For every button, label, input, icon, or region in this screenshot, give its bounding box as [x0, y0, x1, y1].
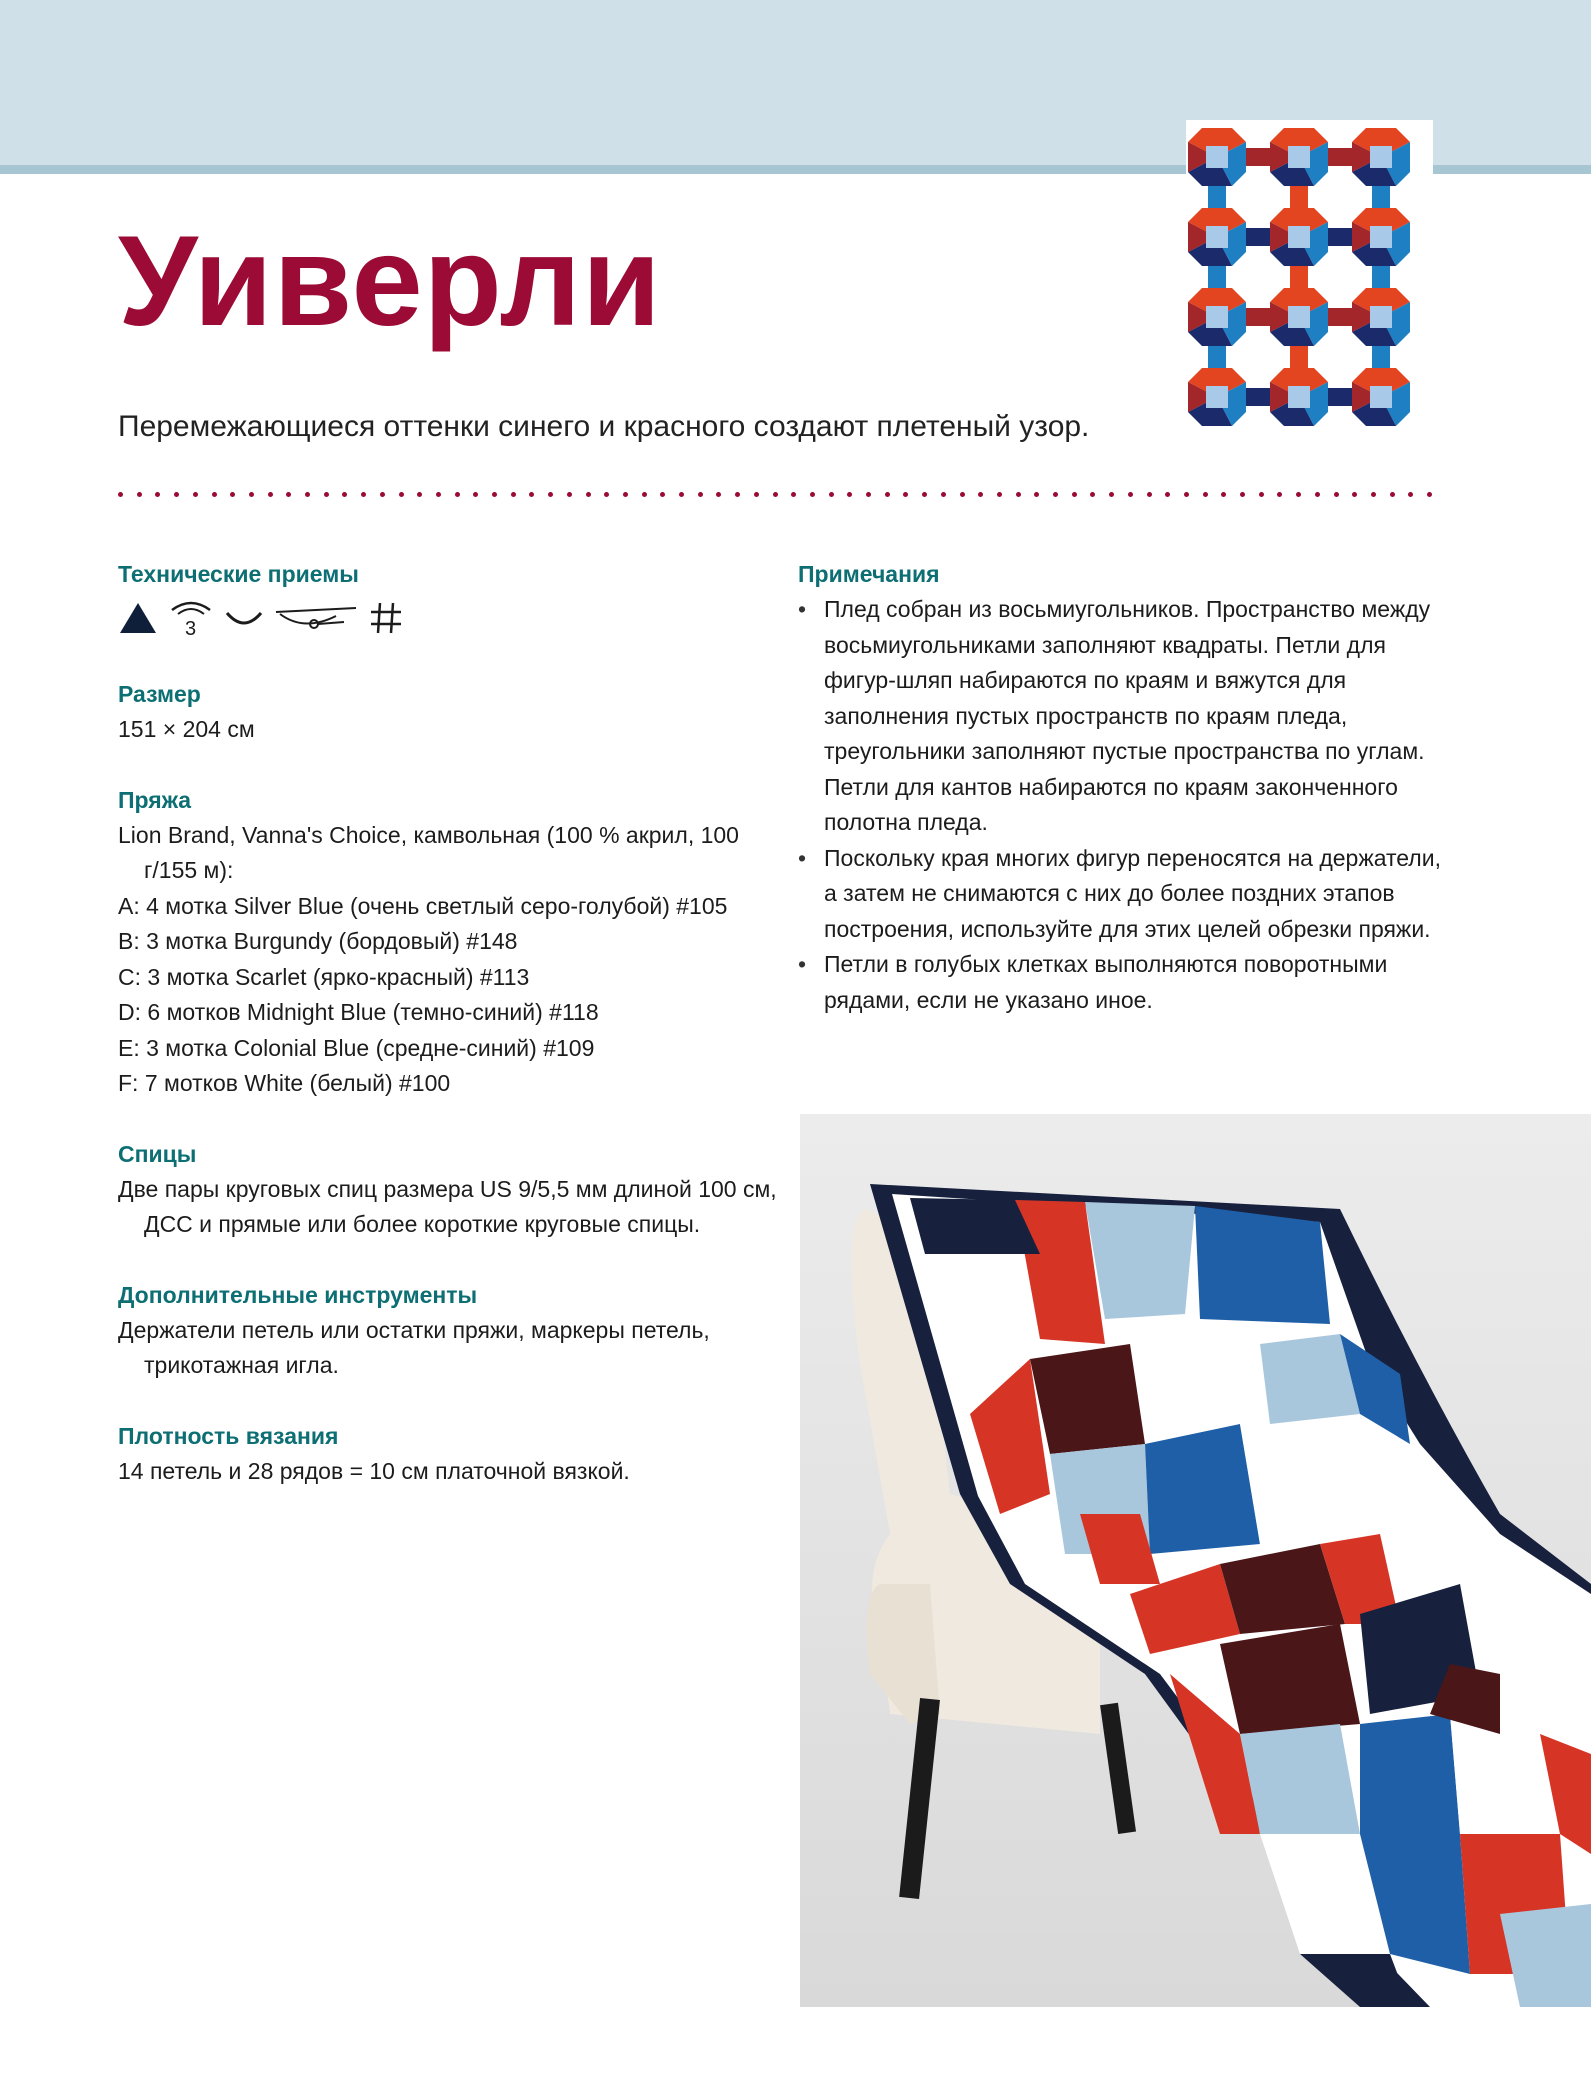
page-title: Уиверли: [118, 210, 662, 353]
needles-heading: Спицы: [118, 1140, 197, 1167]
tools-heading: Дополнительные инструменты: [118, 1281, 478, 1308]
gauge-heading: Плотность вязания: [118, 1422, 339, 1449]
yarn-line: E: 3 мотка Colonial Blue (средне-синий) #109: [118, 1034, 595, 1061]
note-item: • Поскольку края многих фигур переносятся на держатели, а затем не снимаются с них до более поздних этапов построения, используйте для этих целей обрезки пряжи.: [798, 841, 1458, 948]
yarn-line: B: 3 мотка Burgundy (бордовый) #148: [118, 928, 518, 954]
needles-text: Две пары круговых спиц размера US 9/5,5 мм длиной 100 см, ДСС и прямые или более короткие круговые спицы.: [118, 1175, 777, 1237]
yarn-line: D: 6 мотков Midnight Blue (темно-синий) #118: [118, 999, 599, 1025]
yarn-line: C: 3 мотка Scarlet (ярко-красный) #113: [118, 963, 530, 990]
yarn-section: [118, 782, 778, 1102]
notes-list: [798, 592, 1458, 1018]
needle-icon: [274, 598, 358, 638]
grid-icon: [368, 600, 404, 636]
yarn-line: F: 7 мотков White (белый) #100: [118, 1070, 451, 1096]
left-column: [118, 556, 778, 1523]
tools-section: [118, 1277, 778, 1384]
blanket-photo: [800, 1114, 1591, 2007]
triangle-icon: [118, 601, 158, 635]
tools-text: Держатели петель или остатки пряжи, маркеры петель, трикотажная игла.: [118, 1316, 710, 1378]
note-item: • Плед собран из восьмиугольников. Пространство между восьмиугольниками заполняют квадраты. Петли для фигур-шляп набираются по краям и вяжутся для заполнения пустых пространств по краям пледа, треугольники заполняют пустые пространства по углам. Петли для кантов набираются по краям законченного полотна пледа.: [798, 592, 1458, 841]
technique-icons: [118, 594, 778, 642]
three-stitch-icon: [168, 598, 214, 638]
needles-section: [118, 1136, 778, 1243]
dotted-divider: [118, 492, 1433, 498]
gauge-text: 14 петель и 28 рядов = 10 см платочной вязкой.: [118, 1457, 630, 1484]
techniques-heading: Технические приемы: [118, 561, 359, 587]
size-value: 151 × 204 см: [118, 716, 255, 742]
right-column: [798, 556, 1458, 1018]
three-label: 3: [185, 618, 197, 638]
note-item: • Петли в голубых клетках выполняются поворотными рядами, если не указано иное.: [798, 947, 1458, 1018]
yarn-heading: Пряжа: [118, 786, 192, 813]
gauge-section: [118, 1418, 778, 1490]
curve-icon: [224, 603, 264, 633]
techniques-section: [118, 556, 778, 642]
yarn-line: Lion Brand, Vanna's Choice, камвольная (100 % акрил, 100 г/155 м):: [118, 821, 739, 883]
page-subtitle: Перемежающиеся оттенки синего и красного создают плетеный узор.: [118, 410, 1090, 443]
size-section: [118, 676, 778, 748]
pattern-thumbnail: [1186, 120, 1433, 440]
notes-heading: Примечания: [798, 561, 940, 587]
yarn-line: A: 4 мотка Silver Blue (очень светлый серо-голубой) #105: [118, 892, 728, 919]
size-heading: Размер: [118, 681, 201, 707]
